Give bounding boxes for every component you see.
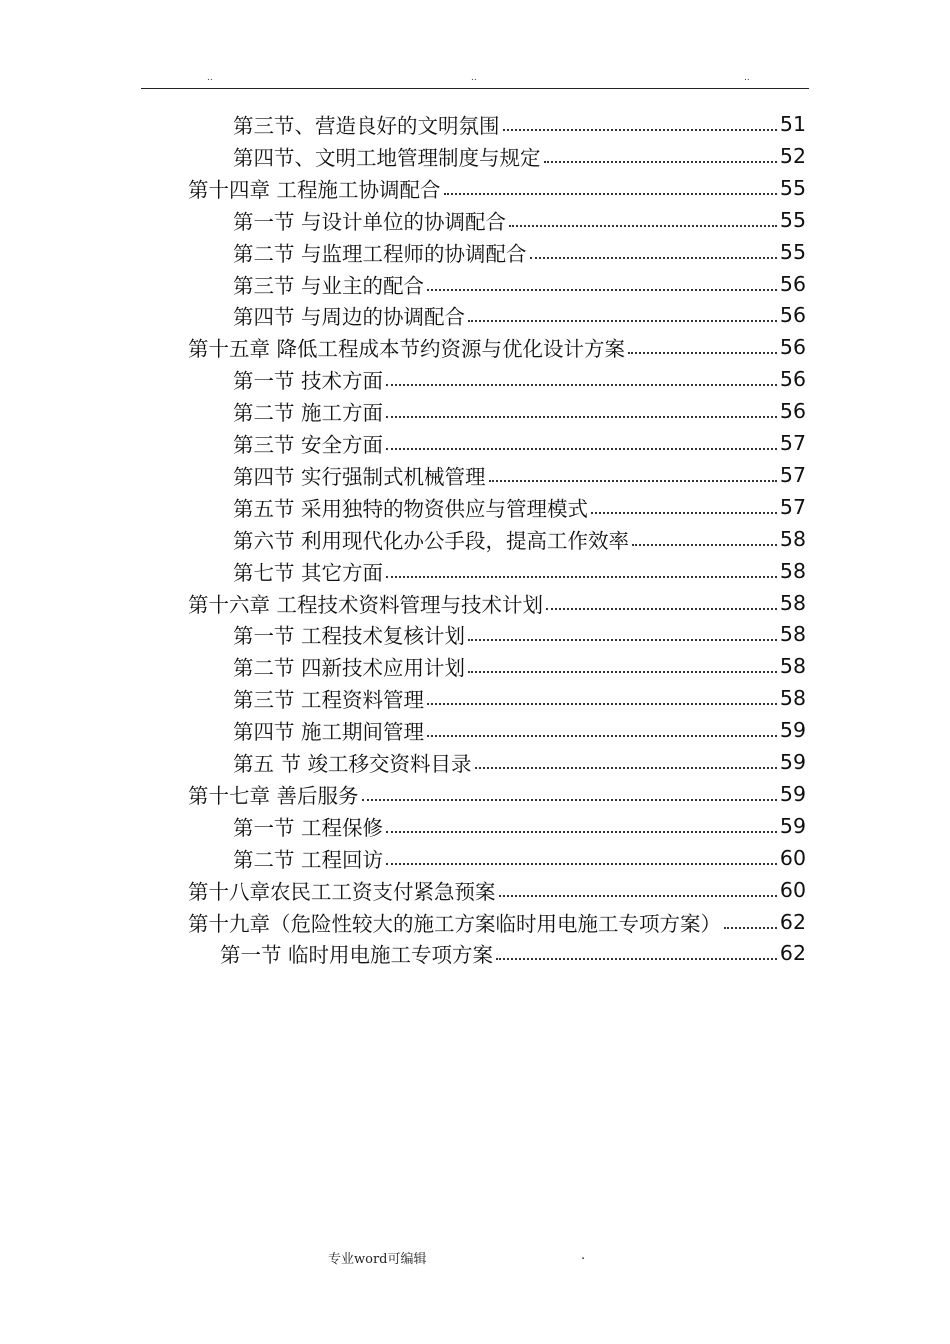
toc-chapter-entry[interactable] [188,331,806,363]
toc-entry-title: 第四节 实行强制式机械管理 [233,464,486,489]
toc-entry-title: 第六节 利用现代化办公手段，提高工作效率 [233,528,630,553]
toc-dot-leader [427,289,777,291]
toc-entry-title: 第二节 工程回访 [233,847,384,872]
toc-page-number: 56 [779,271,806,296]
toc-page-number: 57 [779,431,806,455]
toc-entry-title: 第一节 临时用电施工专项方案 [220,943,494,968]
toc-entry-title: 第二节 与监理工程师的协调配合 [233,241,527,266]
toc-dot-leader [475,767,777,769]
toc-entry-title: 第五 节 竣工移交资料目录 [233,752,472,776]
toc-entry-title: 第四节 与周边的协调配合 [233,305,466,330]
toc-entry-title: 第十九章（危险性较大的施工方案临时用电施工专项方案） [188,911,721,936]
toc-dot-leader [544,161,777,163]
toc-dot-leader [427,735,777,737]
toc-page-number: 60 [779,845,806,870]
toc-section-entry[interactable] [233,204,806,236]
toc-dot-leader [386,384,777,386]
toc-dot-leader [499,895,777,897]
toc-entry-title: 第二节 四新技术应用计划 [233,656,466,681]
toc-section-entry[interactable] [233,714,806,746]
toc-dot-leader [489,480,777,482]
toc-section-entry[interactable] [233,140,806,172]
toc-entry-title: 第十五章 降低工程成本节约资源与优化设计方案 [188,337,626,362]
toc-entry-title: 第四节 施工期间管理 [233,720,425,745]
toc-entry-title: 第十六章 工程技术资料管理与技术计划 [188,592,544,617]
toc-entry-title: 第三节 工程资料管理 [233,688,425,713]
toc-dot-leader [386,831,777,833]
header-mark-right: .. [744,73,750,83]
toc-page-number: 58 [779,590,806,615]
toc-section-entry[interactable] [233,395,806,427]
toc-section-entry[interactable] [233,618,806,650]
toc-page-number: 59 [779,813,806,838]
toc-dot-leader [386,576,777,578]
toc-page-number: 51 [779,112,806,136]
toc-section-entry[interactable] [233,810,806,842]
toc-dot-leader [386,863,777,865]
toc-entry-title: 第三节 与业主的配合 [233,273,425,298]
toc-section-entry[interactable] [233,363,806,395]
toc-page-number: 52 [779,143,806,168]
toc-dot-leader [509,225,777,227]
toc-page-number: 59 [779,781,806,806]
toc-dot-leader [444,193,777,195]
toc-dot-leader [427,703,777,705]
toc-dot-leader [362,799,777,801]
toc-chapter-entry[interactable] [188,172,806,204]
toc-entry-title: 第一节 技术方面 [233,369,384,394]
toc-section-entry[interactable] [233,523,806,555]
toc-section-entry[interactable] [233,108,806,140]
toc-section-entry[interactable] [233,746,806,778]
toc-section-entry[interactable] [233,459,806,491]
toc-page-number: 55 [779,175,806,200]
toc-page-number: 55 [779,239,806,264]
toc-page-number: 62 [779,909,806,934]
toc-page-number: 57 [779,494,806,519]
toc-chapter-entry[interactable] [188,906,806,938]
toc-section-entry[interactable] [233,268,806,300]
toc-dot-leader [591,512,777,514]
toc-page-number: 58 [779,526,806,551]
toc-page-number: 62 [779,941,806,966]
footer-left-text: 专业word可编辑 [328,1252,427,1267]
toc-chapter-entry[interactable] [188,874,806,906]
toc-section-entry[interactable] [233,491,806,523]
toc-entry-title: 第五节 采用独特的物资供应与管理模式 [233,496,589,521]
toc-section-entry[interactable] [233,555,806,587]
toc-dot-leader [632,544,777,546]
toc-chapter-entry[interactable] [188,778,806,810]
footer-right-mark: . [581,1248,586,1263]
toc-section-entry[interactable] [233,427,806,459]
toc-dot-leader [468,671,777,673]
toc-page-number: 56 [779,303,806,328]
toc-page-number: 56 [779,367,806,392]
header-mark-left: .. [207,73,213,83]
toc-entry-title: 第四节、文明工地管理制度与规定 [233,145,541,170]
toc-section-entry[interactable] [233,650,806,682]
toc-entry-title: 第一节 与设计单位的协调配合 [233,209,507,234]
toc-entry-title: 第十八章农民工工资支付紧急预案 [188,879,496,904]
toc-dot-leader [530,257,777,259]
toc-dot-leader [546,608,777,610]
toc-dot-leader [386,448,777,450]
toc-page-number: 58 [779,686,806,711]
toc-page-number: 59 [779,718,806,743]
toc-section-entry[interactable] [233,842,806,874]
toc-entry-title: 第三节 安全方面 [233,433,384,457]
toc-page-number: 58 [779,558,806,583]
toc-entry-title: 第一节 工程保修 [233,815,384,840]
toc-dot-leader [503,129,777,131]
toc-page-number: 59 [779,750,806,774]
toc-page-number: 57 [779,462,806,487]
toc-dot-leader [468,639,777,641]
page-header [141,74,809,89]
toc-section-entry[interactable] [220,937,806,969]
toc-page-number: 56 [779,399,806,424]
toc-entry-title: 第一节 工程技术复核计划 [233,624,466,649]
toc-page-number: 60 [779,877,806,902]
toc-page-number: 58 [779,622,806,647]
toc-entry-title: 第三节、营造良好的文明氛围 [233,114,500,138]
toc-page-number: 58 [779,654,806,679]
toc-section-entry[interactable] [233,299,806,331]
toc-dot-leader [628,352,777,354]
toc-page-number: 55 [779,207,806,232]
toc-dot-leader [496,958,777,960]
header-mark-center: .. [471,73,477,83]
toc-entry-title: 第七节 其它方面 [233,560,384,585]
toc-section-entry[interactable] [233,682,806,714]
toc-dot-leader [468,320,777,322]
toc-entry-title: 第二节 施工方面 [233,401,384,426]
toc-entry-title: 第十七章 善后服务 [188,783,359,808]
toc-entry-title: 第十四章 工程施工协调配合 [188,177,441,202]
toc-page-number: 56 [779,335,806,360]
toc-dot-leader [386,416,777,418]
toc-dot-leader [724,927,777,929]
toc-chapter-entry[interactable] [188,587,806,619]
toc-section-entry[interactable] [233,236,806,268]
